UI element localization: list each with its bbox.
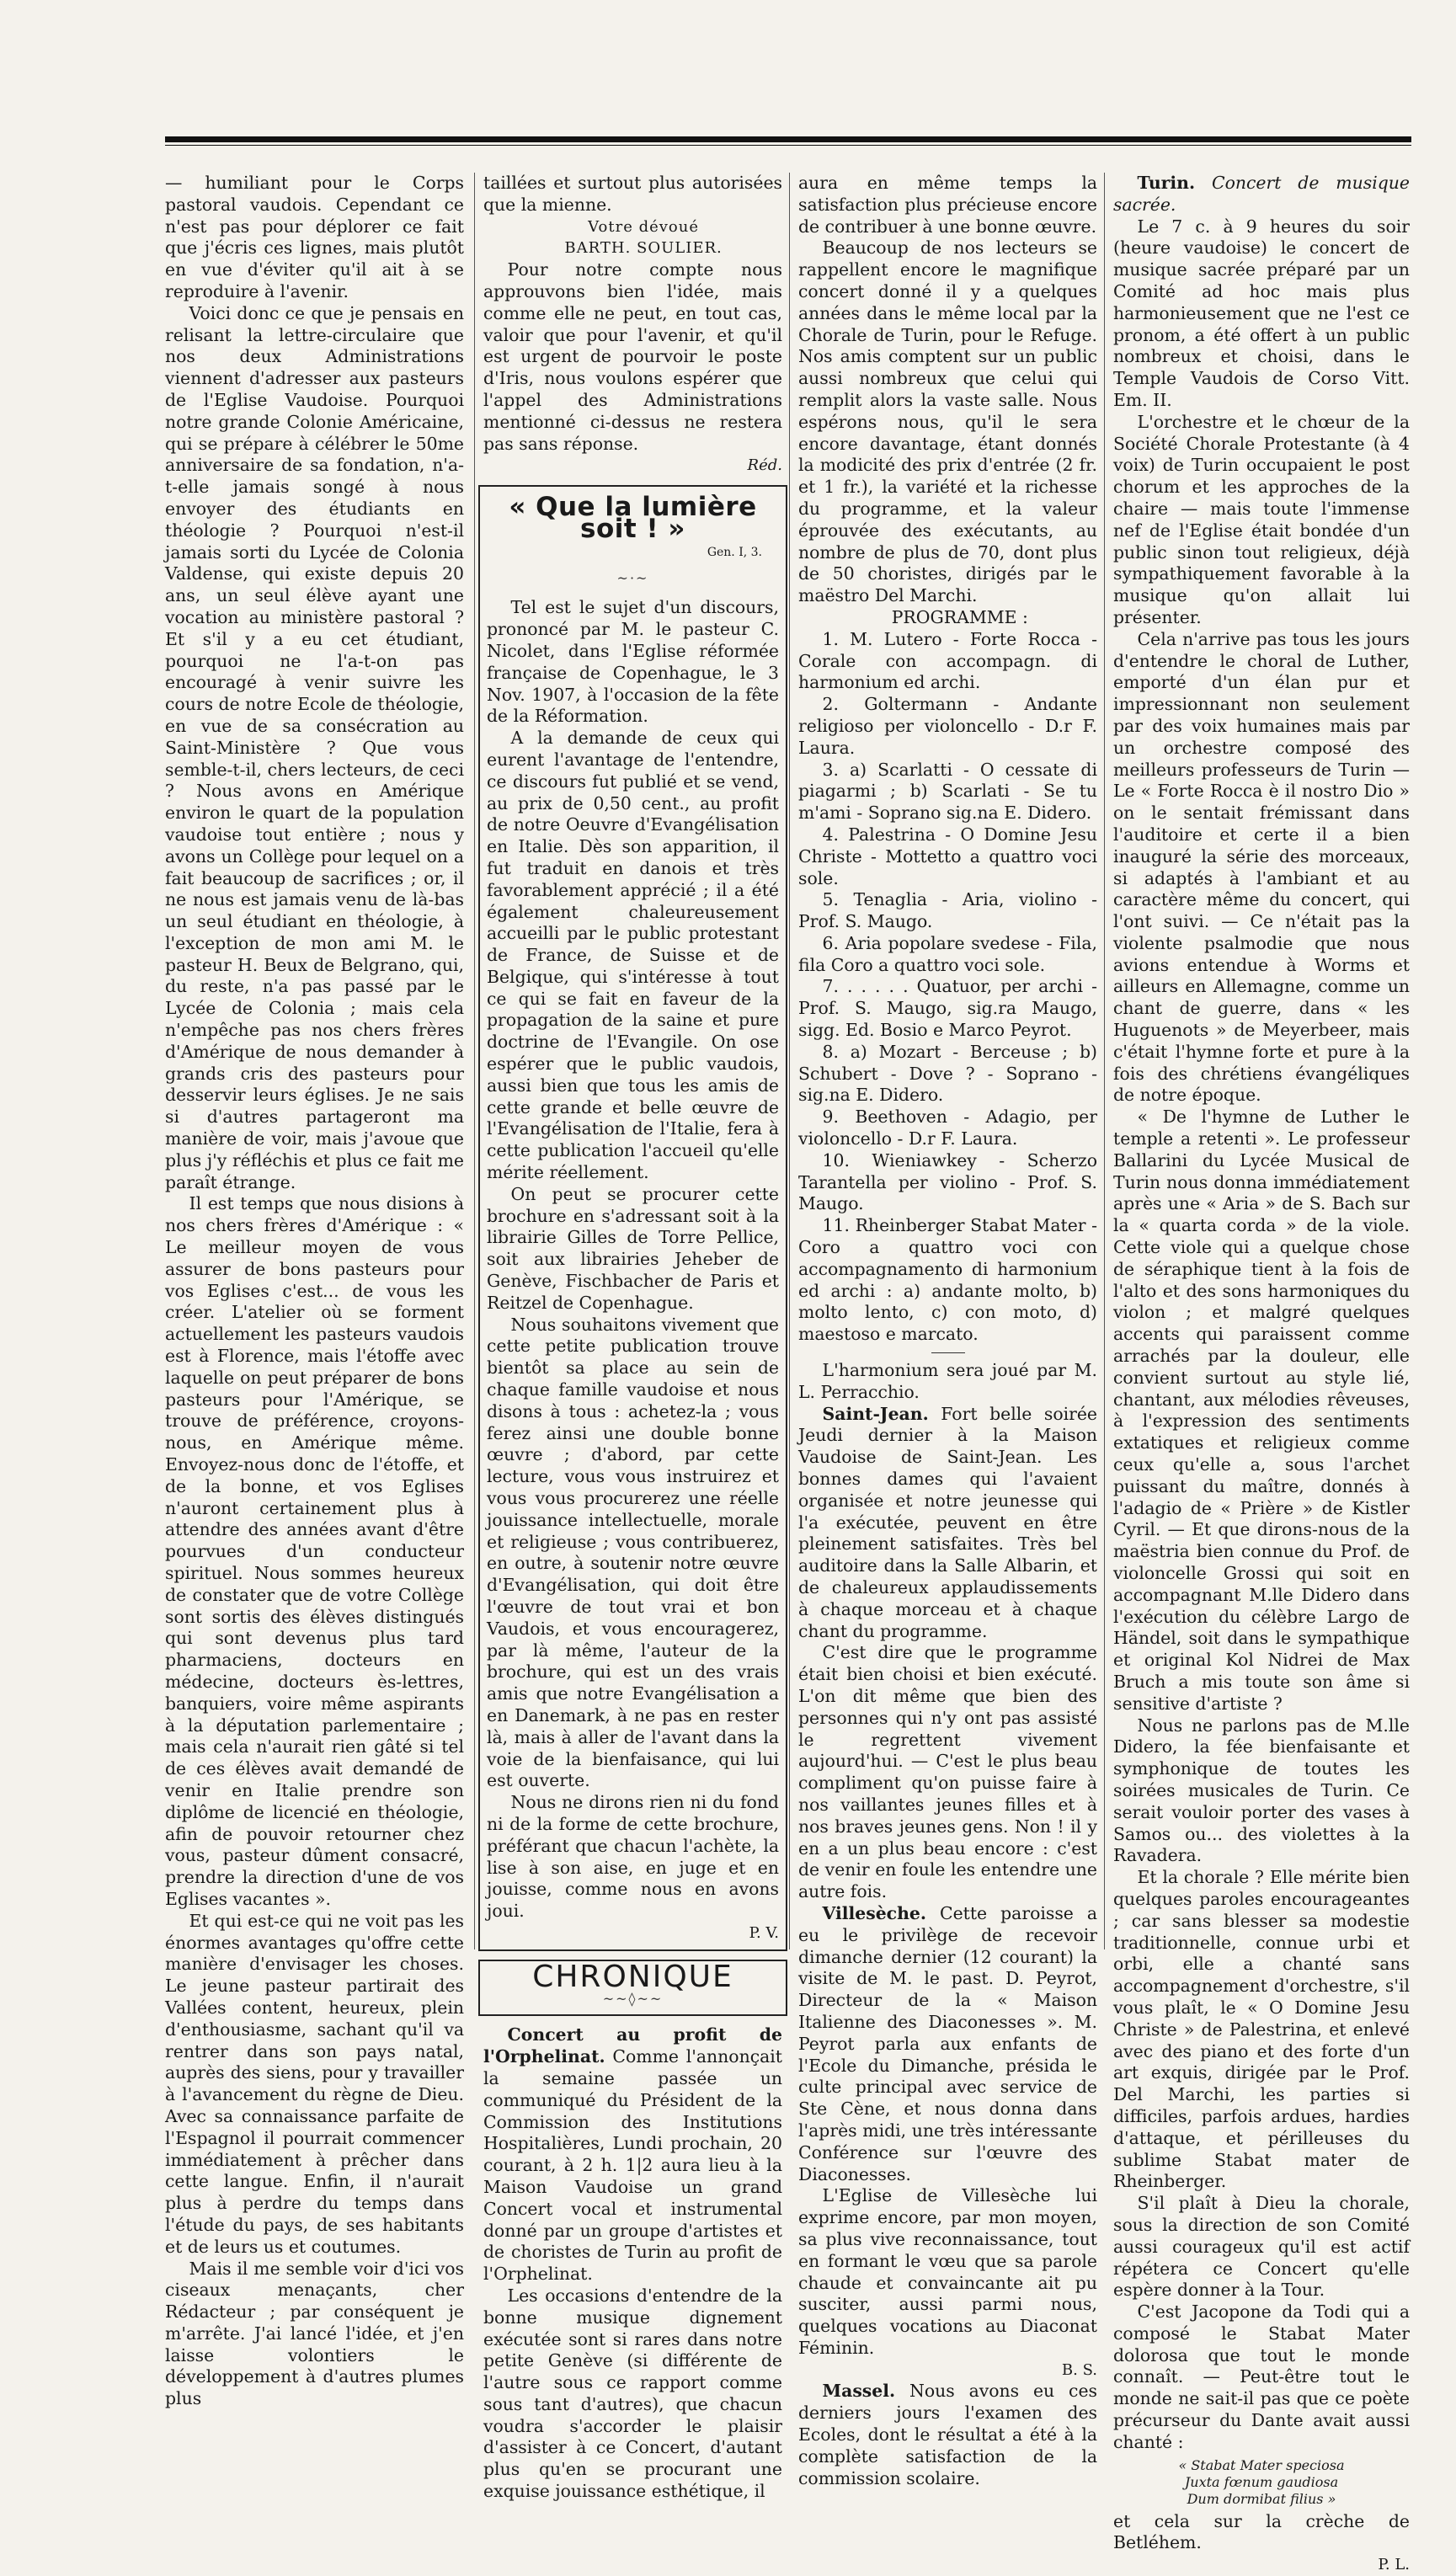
column-1 [165, 173, 464, 2410]
headline: Villesèche. [822, 1902, 926, 1923]
paragraph: L'Eglise de Villesèche lui exprime encore, par mon moyen, sa plus vive reconnaissance, tout en formant le vœu que sa parole chaude et convaincante ait pu susciter, aussi parmi nous, quelques vocations au Diaconat Féminin. [798, 2185, 1097, 2358]
programme-heading: PROGRAMME : [891, 606, 1028, 627]
latin-quote [1113, 2457, 1410, 2508]
top-margin [0, 0, 1456, 135]
article-signature: P. V. [749, 1923, 779, 1942]
column-divider [1104, 173, 1105, 1949]
paragraph: et cela sur la crèche de Betléhem. [1113, 2510, 1410, 2553]
paragraph: Voici donc ce que je pensais en relisant la lettre-circulaire que nos deux Administrations viennent d'adresser aux pasteurs de l'Eglise Vaudoise. Pourquoi notre grande Colonie Américaine, qui se prépare à célébrer le 50me anniversaire de sa fondation, n'a-t-elle jamais songé à nous envoyer des étudiants en théologie ? Pourquoi n'est-il jamais sorti du Lycée de Colonia Valdense, qui existe depuis 20 ans, un seul élève ayant une vocation au ministère pastoral ? Et s'il y a eu cet étudiant, pourquoi ne l'a-t-on pas encouragé à venir suivre les cours de notre Ecole de théologie, en vue de sa consécration au Saint-Ministère ? Que vous semble-t-il, chers lecteurs, de ceci ? Nous avons en Amérique environ le quart de la population vaudoise tout entière ; nous y avons un Collège pour lequel on a fait beaucoup de sacrifices ; or, il ne nous est jamais venu de là-bas un seul étudiant en théologie, à l'exception de mon ami M. le pasteur H. Beux de Belgrano, qui, du reste, n'a pas passé par le Lycée de Colonia ; mais cela n'empêche pas nos chers frères d'Amérique de nous demander à grands cris des pasteurs pour desservir leurs églises. Je ne sais si d'autres partageront ma manière de voir, mais j'avoue que plus j'y réfléchis et plus ce fait me paraît étrange. [165, 302, 464, 1192]
subheadline: Concert de musique sacrée. [1113, 173, 1411, 215]
chronique-box [478, 1960, 787, 2017]
paragraph: Nous souhaitons vivement que cette petite publication trouve bientôt sa place au sein de chaque famille vaudoise et nous disons à tous : achetez-la ; vous ferez ainsi une double bonne œuvre ; d'abord, par cette lecture, vous vous instruirez et vous vous procurerez une réelle jouissance intellectuelle, morale et religieuse ; vous contribuerez, en outre, à soutenir notre œuvre d'Evangélisation, qui doit être l'œuvre de tout vrai et bon Vaudois, et vous encouragerez, par là même, l'auteur de la brochure, qui est un des vrais amis que notre Evangélisation a en Danemark, à ne pas en rester là, mais à aller de l'avant dans la voie de la bienfaisance, qui lui est ouverte. [487, 1314, 779, 1791]
header-rule-thin [165, 145, 1411, 146]
paragraph: A la demande de ceux qui eurent l'avantage de l'entendre, ce discours fut publié et se vend, au prix de 0,50 cent., au profit de notre Oeuvre d'Evangélisation en Italie. Dès son apparition, il fut traduit en danois et très favorablement apprécié ; il a été également chaleureusement accueilli par le public protestant de France, de Suisse et de Belgique, qui s'intéresse à tout ce qui se fait en faveur de la propagation de la saine et pure doctrine de l'Evangile. On ose espérer que le public vaudois, aussi bien que tous les amis de cette grande et belle œuvre de l'Evangélisation de l'Italie, fera à cette publication l'accueil qu'elle mérite réellement. [487, 728, 779, 1183]
headline: Massel. [822, 2381, 896, 2402]
paragraph: Il est temps que nous disions à nos chers frères d'Amérique : « Le meilleur moyen de vous assurer de bons pasteurs pour vos Eglises c'est... de vous les créer. L'atelier où se forment actuellement les pasteurs vaudois est à Florence, mais l'étoffe avec laquelle on peut préparer de bons pasteurs pour l'Amérique, se trouve de préférence, croyons-nous, en Amérique même. Envoyez-nous donc de l'étoffe, et de la bonne, et vos Eglises n'auront certainement plus à attendre des années avant d'être pourvues d'un conducteur spirituel. Nous sommes heureux de constater que de votre Collège sont sortis des élèves distingués qui sont devenus plus tard pharmaciens, docteurs en médecine, docteurs ès-lettres, banquiers, voire même aspirants à la députation parlementaire ; mais cela n'aurait rien gâté si tel de ces élèves avait demandé de venir en Italie prendre son diplôme de licencié en théologie, afin de pouvoir retourner chez vous, pasteur dûment consacré, prendre la direction d'une de vos Eglises vacantes ». [165, 1193, 464, 1909]
paragraph: Nous ne dirons rien ni du fond ni de la forme de cette brochure, préférant que chacun l'achète, la lise à son aise, en juge et en jouisse, comme nous en avons joui. [487, 1792, 779, 1922]
paragraph: Et la chorale ? Elle mérite bien quelques paroles encourageantes ; car sans blesser sa modestie traditionnelle, connue urbi et orbi, elle a chanté sans accompagnement d'orchestre, s'il vous plaît, le « O Domine Jesu Christe » de Palestrina, et enlevé avec des piano et des forte d'un art exquis, dirigée par le Prof. Del Marchi, les parties si difficiles, parfois ardues, hardies d'attaque, et périlleuses du sublime Stabat mater de Rheinberger. [1113, 1867, 1410, 2192]
programme-item: 6. Aria popolare svedese - Fila, fila Coro a quattro voci sole. [798, 932, 1097, 975]
article-title: « Que la lumière soit ! » [509, 492, 757, 544]
column-2 [483, 173, 782, 2503]
quote-line: « Stabat Mater speciosa [1178, 2456, 1345, 2473]
paragraph: C'est Jacopone da Todi qui a composé le Stabat Mater dolorosa que tout le monde connaît. — Peut-être tout le monde ne sait-il pas que ce poète précurseur du Dante avait aussi chanté : [1113, 2301, 1410, 2452]
programme-item: 3. a) Scarlatti - O cessate di piagarmi ; b) Scarlati - Se tu m'ami - Soprano sig.na E. Didero. [798, 759, 1097, 824]
programme-item: 8. a) Mozart - Berceuse ; b) Schubert - Dove ? - Soprano - sig.na E. Didero. [798, 1041, 1097, 1106]
paragraph: Cela n'arrive pas tous les jours d'entendre le choral de Luther, emporté d'un élan pur et impressionnant non seulement par des voix humaines mais par un orchestre composé des meilleurs professeurs de Turin — Le « Forte Rocca è il nostro Dio » on le sentait frémissant dans l'auditoire et certe il a bien inauguré la série des morceaux, si adaptés à l'ambiant et au caractère même du concert, qui l'ont suivi. — Ce n'était pas la violente psalmodie que nous avions entendue à Worms et ailleurs en Allemagne, comme un chant de guerre, dans « les Huguenots » de Meyerbeer, mais c'était l'hymne forte et pure à la fois des chrétiens évangéliques de notre époque. [1113, 628, 1410, 1106]
programme-item: 2. Goltermann - Andante religioso per violoncello - D.r F. Laura. [798, 694, 1097, 758]
quote-line: Dum dormibat filius » [1187, 2490, 1336, 2507]
section-title: CHRONIQUE [532, 1959, 733, 1994]
programme-item: 11. Rheinberger Stabat Mater - Coro a quattro voci con accompagnamento di harmonium ed archi : a) andante molto, b) molto lento, c) con moto, d) maestoso e marcato. [798, 1215, 1097, 1345]
column-divider [789, 173, 790, 1949]
paragraph: « De l'hymne de Luther le temple a retenti ». Le professeur Ballarini du Lycée Musical de Turin nous donna immédiatement après une « Aria » de S. Bach sur la « quarta corda » de la viole. Cette viole qui a quelque chose de séraphique tient à la fois de l'alto et des sons harmoniques du violon ; et malgré quelques accents qui paraissent comme arrachés par la douleur, elle convient surtout au style lié, chantant, aux mélodies rêveuses, à l'expression des sentiments extatiques et religieux comme ceux qu'elle a, sous l'archet puissant du maître, donnés à l'adagio de « Prière » de Kistler Cyril. — Et que dirons-nous de la maëstria bien connue du Prof. de violoncelle Grossi qui soit en accompagnant M.lle Didero dans l'exécution du célèbre Largo de Händel, soit dans le sympathique et original Kol Nidrei de Max Bruch a mis toute son âme si sensitive d'artiste ? [1113, 1107, 1410, 1714]
ornament: ~~◊~~ [602, 1990, 664, 2007]
signature: P. L. [1378, 2556, 1410, 2574]
paragraph: L'harmonium sera joué par M. L. Perracchio. [798, 1360, 1097, 1402]
paragraph: On peut se procurer cette brochure en s'adressant soit à la librairie Gilles de Torre Pellice, soit aux librairies Jeheber de Genève, Fischbacher de Paris et Reitzel de Copenhague. [487, 1183, 779, 1313]
paragraph: S'il plaît à Dieu la chorale, sous la direction de son Comité aussi courageux qu'il est actif répétera ce Concert qu'elle espère donner à la Tour. [1113, 2193, 1410, 2301]
headline: Turin. [1137, 173, 1196, 193]
programme-item: 9. Beethoven - Adagio, per violoncello - D.r F. Laura. [798, 1107, 1097, 1149]
paragraph: Tel est le sujet d'un discours, prononcé par M. le pasteur C. Nicolet, dans l'Eglise réformée française de Copenhague, le 3 Nov. 1907, à l'occasion de la fête de la Réformation. [487, 597, 779, 727]
programme-item: 10. Wieniawkey - Scherzo Tarantella per violino - Prof. S. Maugo. [798, 1149, 1097, 1214]
paragraph: Fort belle soirée Jeudi dernier à la Maison Vaudoise de Saint-Jean. Les bonnes dames qui l'avaient organisée et notre jeunesse qui l'a exécutée, peuvent en être pleinement satisfaites. Très bel auditoire dans la Salle Albarin, et de chaleureux applaudissements à chaque morceau et à chaque chant du programme. [798, 1403, 1097, 1641]
paragraph: Le 7 c. à 9 heures du soir (heure vaudoise) le concert de musique sacrée préparé par un Comité ad hoc mais plus harmonieusement que ne l'est ce pronom, a été offert à un public nombreux et choisi, dans le Temple Vaudois de Corso Vitt. Em. II. [1113, 216, 1410, 410]
paragraph: Nous avons eu ces derniers jours l'examen des Ecoles, dont le résultat a été à la complète satisfaction de la commission scolaire. [798, 2381, 1098, 2488]
column-divider [474, 173, 475, 1949]
programme-item: 7. . . . . . Quatuor, per archi - Prof. S. Maugo, sig.ra Maugo, sigg. Ed. Bosio e Marco Peyrot. [798, 976, 1097, 1041]
paragraph: Et qui est-ce qui ne voit pas les énormes avantages qu'offre cette manière d'envisager les choses. Le jeune pasteur partirait des Vallées content, heureux, plein d'enthousiasme, sachant qu'il va rentrer dans son pays natal, auprès des siens, pour y travailler à l'avancement du règne de Dieu. Avec sa connaissance parfaite de l'Espagnol il pourrait commencer immédiatement à prêcher dans cette langue. Enfin, il n'aurait plus à perdre du temps dans l'étude du pays, de ses habitants et de leurs us et coutumes. [165, 1910, 464, 2257]
paragraph: Comme l'annonçait la semaine passée un communiqué du Président de la Commission des Institutions Hospitalières, Lundi prochain, 20 courant, à 2 h. 1|2 aura lieu à la Maison Vaudoise un grand Concert vocal et instrumental donné par un groupe d'artistes et de choristes de Turin au profit de l'Orphelinat. [483, 2046, 782, 2285]
paragraph: taillées et surtout plus autorisées que la mienne. [483, 173, 782, 215]
headline: Saint-Jean. [822, 1403, 929, 1424]
paragraph: Beaucoup de nos lecteurs se rappellent encore le magnifique concert donné il y a quelques années dans le même local par la Chorale de Turin, pour le Refuge. Nos amis comptent sur un public aussi nombreux que celui qui remplit alors la vaste salle. Nous espérons nous, qu'il le sera encore davantage, étant donnés la modicité des prix d'entrée (2 fr. et 1 fr.), la variété et la richesse du programme, et la valeur éprouvée des exécutants, au nombre de plus de 70, dont plus de 50 choristes, dirigés par le maëstro Del Marchi. [798, 237, 1097, 606]
column-3 [798, 173, 1097, 2489]
programme-item: 4. Palestrina - O Domine Jesu Christe - Mottetto a quattro voci sole. [798, 824, 1097, 888]
article-box [478, 485, 787, 1951]
programme-item: 1. M. Lutero - Forte Rocca - Corale con accompagn. di harmonium ed archi. [798, 628, 1097, 693]
headline: Concert au profit de l'Orphelinat. [483, 2024, 782, 2067]
paragraph: aura en même temps la satisfaction plus précieuse encore de contribuer à une bonne œuvre. [798, 173, 1097, 237]
signature: BARTH. SOULIER. [564, 239, 723, 258]
paragraph: Mais il me semble voir d'ici vos ciseaux menaçants, cher Rédacteur ; par conséquent je m'arrête. J'ai lancé l'idée, et j'en laisse volontiers le développement à d'autres plumes plus [165, 2258, 464, 2409]
editor-note: Pour notre compte nous approuvons bien l'idée, mais comme elle ne peut, en tout cas, valoir que pour l'avenir, et qu'il est urgent de pourvoir le poste d'Iris, nous voulons espérer que l'appel des Administrations mentionné ci-dessus ne restera pas sans réponse. [483, 259, 782, 454]
closing: Votre dévoué [588, 217, 699, 236]
programme-item: 5. Tenaglia - Aria, violino - Prof. S. Maugo. [798, 889, 1097, 932]
paragraph: L'orchestre et le chœur de la Société Chorale Protestante (à 4 voix) de Turin occupaient le post chorum et les approches de la chaire — mais toute l'immense nef de l'Eglise était bondée d'un public sinon tout religieux, déjà sympathiquement favorable à la musique qu'on allait lui présenter. [1113, 411, 1410, 627]
scripture-ref: Gen. I, 3. [707, 545, 762, 559]
signature: B. S. [1061, 2360, 1097, 2379]
divider [931, 1352, 965, 1353]
header-rule-thick [165, 136, 1411, 142]
paragraph: C'est dire que le programme était bien choisi et bien exécuté. L'on dit même que bien des personnes qui n'y ont pas assisté le regrettent vivement aujourd'hui. — C'est le plus beau compliment qu'on puisse faire à nos vaillantes jeunes filles et à nos braves jeunes gens. Non ! il y en a un plus beau encore : c'est de venir en foule les entendre une autre fois. [798, 1642, 1097, 1902]
paragraph: Nous ne parlons pas de M.lle Didero, la fée bienfaisante et symphonique de toutes les soirées musicales de Turin. Ce serait vouloir porter des vases à Samos ou... des violettes à la Ravadera. [1113, 1715, 1410, 1866]
column-4 [1113, 173, 1410, 2576]
quote-line: Juxta fœnum gaudiosa [1184, 2473, 1339, 2490]
ornament: ~·~ [616, 569, 649, 586]
paragraph: — humiliant pour le Corps pastoral vaudois. Cependant ce n'est pas pour déplorer ce fait que j'écris ces lignes, mais plutôt en vue d'éviter qu'il ait à se reproduire à l'avenir. [165, 173, 464, 301]
paragraph: Cette paroisse a eu le privilège de recevoir dimanche dernier (12 courant) la visite de M. le past. D. Peyrot, Directeur de la « Maison Italienne des Diaconesses ». M. Peyrot parla aux enfants de l'Ecole du Dimanche, présida le culte principal avec service de Ste Cène, et nous donna dans l'après midi, une très intéressante Conférence sur l'œuvre des Diaconesses. [798, 1902, 1098, 2184]
editor-signature: Réd. [747, 456, 782, 475]
paragraph: Les occasions d'entendre de la bonne musique dignement exécutée sont si rares dans notre petite Genève (si différente de l'autre sous ce rapport comme sous tant d'autres), que chacun voudra s'accorder le plaisir d'assister à ce Concert, d'autant plus qu'en se procurant une exquise jouissance esthétique, il [483, 2285, 782, 2502]
